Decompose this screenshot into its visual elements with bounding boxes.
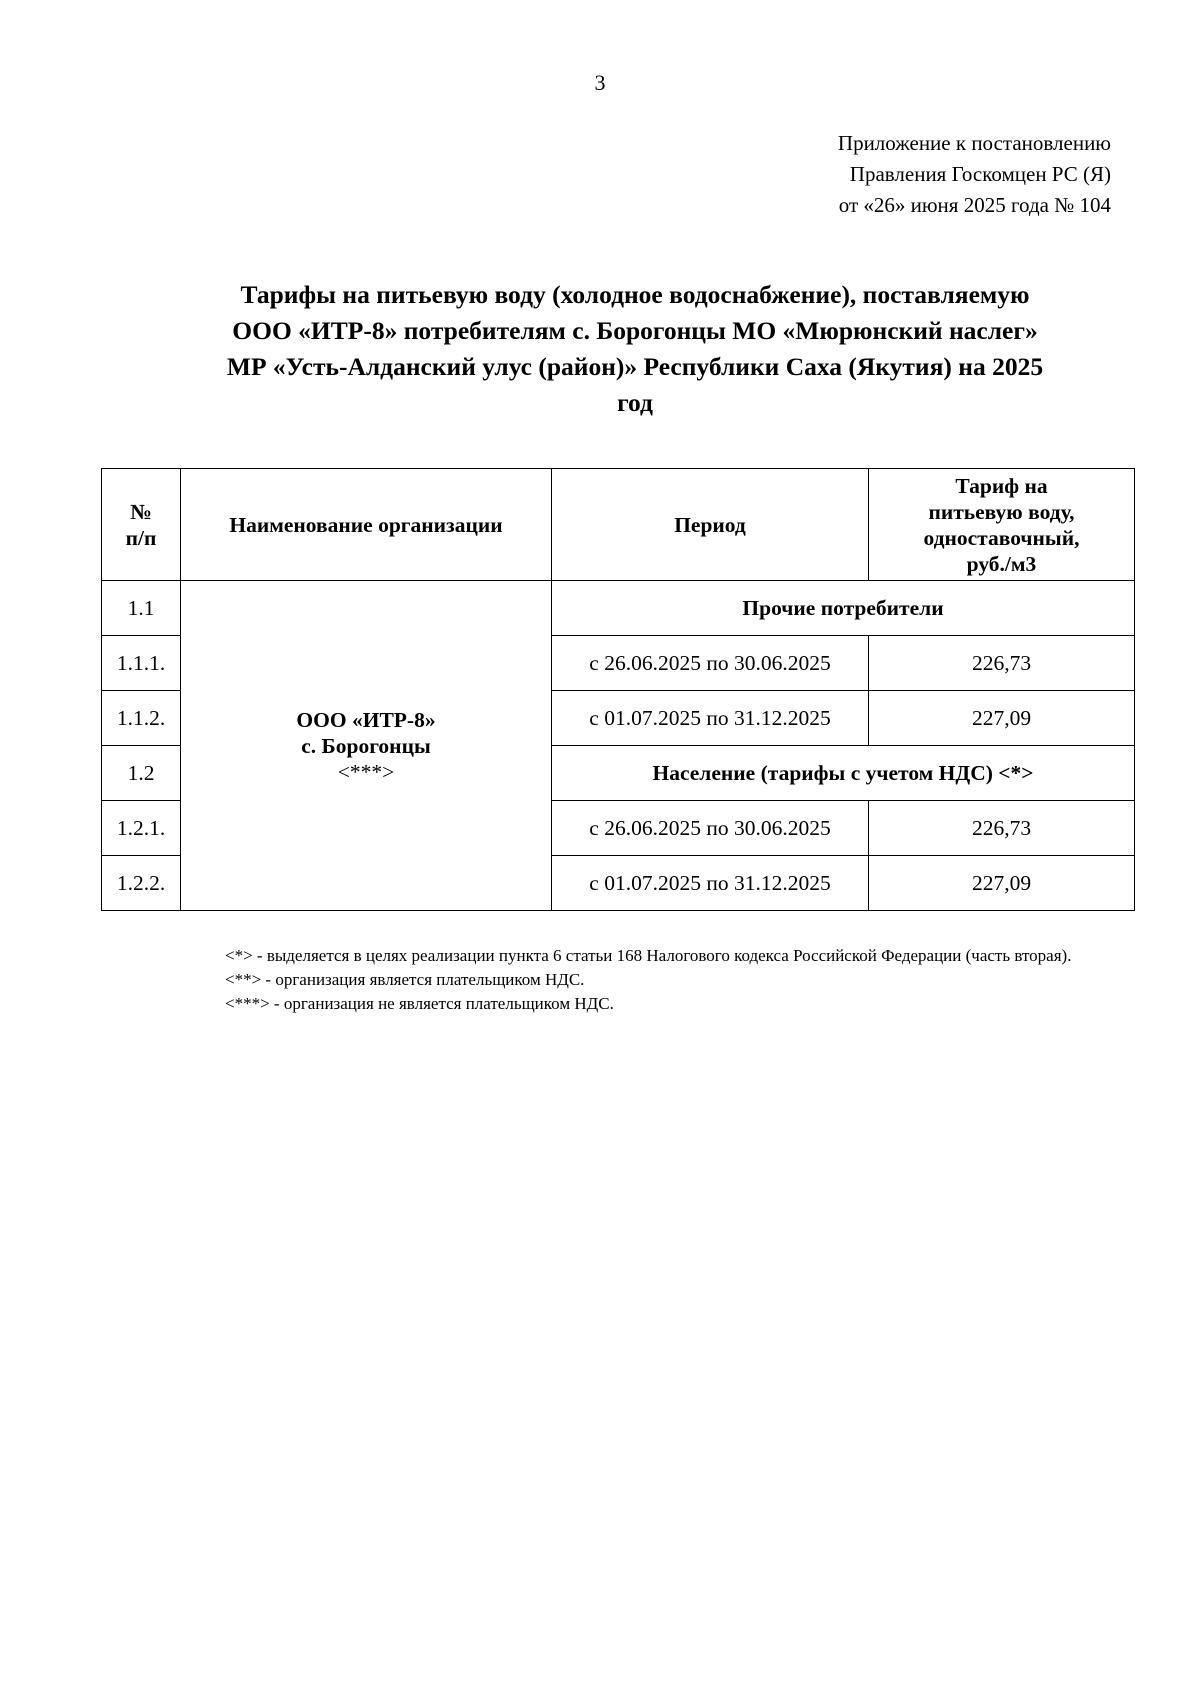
organization-mark: <***> [337, 759, 395, 784]
row-period: с 26.06.2025 по 30.06.2025 [552, 801, 869, 856]
row-tariff: 226,73 [869, 801, 1135, 856]
table-header-row [102, 469, 1135, 581]
header-text: питьевую воду, [928, 499, 1075, 524]
tariff-table [101, 468, 1135, 911]
header-period: Период [552, 469, 869, 581]
title-line: ООО «ИТР-8» потребителям с. Борогонцы МО «Мюрюнский наслег» [232, 316, 1038, 345]
row-number: 1.2 [102, 746, 181, 801]
footnote: <*> - выделяется в целях реализации пункта 6 статьи 168 Налогового кодекса Российской Федерации (часть вторая). [225, 946, 1072, 965]
header-text: № [130, 499, 152, 524]
row-tariff: 227,09 [869, 856, 1135, 911]
footnote: <***> - организация не является плательщиком НДС. [225, 994, 614, 1013]
footnotes [171, 944, 1121, 1016]
row-period: с 26.06.2025 по 30.06.2025 [552, 636, 869, 691]
row-tariff: 227,09 [869, 691, 1135, 746]
row-number: 1.1.2. [102, 691, 181, 746]
organization-cell [181, 581, 552, 911]
page-number: 3 [594, 70, 606, 95]
appendix-line: Приложение к постановлению [837, 131, 1111, 155]
document-title [170, 277, 1100, 421]
row-number: 1.1 [102, 581, 181, 636]
row-tariff: 226,73 [869, 636, 1135, 691]
header-number [102, 469, 181, 581]
appendix-line: Правления Госкомцен РС (Я) [849, 162, 1111, 186]
title-line: Тарифы на питьевую воду (холодное водоснабжение), поставляемую [240, 280, 1030, 309]
header-text: одноставочный, [923, 525, 1080, 550]
row-number: 1.2.2. [102, 856, 181, 911]
row-number: 1.1.1. [102, 636, 181, 691]
organization-name: ООО «ИТР-8» [296, 707, 436, 732]
appendix-line: от «26» июня 2025 года № 104 [838, 193, 1111, 217]
title-line: год [617, 388, 653, 417]
header-text: п/п [125, 525, 157, 550]
appendix-reference [838, 128, 1111, 221]
row-number: 1.2.1. [102, 801, 181, 856]
header-text: Тариф на [955, 473, 1048, 498]
title-line: МР «Усть-Алданский улус (район)» Республики Саха (Якутия) на 2025 [226, 352, 1044, 381]
table-row [102, 581, 1135, 636]
group-label: Прочие потребители [552, 581, 1135, 636]
row-period: с 01.07.2025 по 31.12.2025 [552, 691, 869, 746]
header-text: руб./м3 [966, 551, 1037, 576]
row-period: с 01.07.2025 по 31.12.2025 [552, 856, 869, 911]
header-tariff [869, 469, 1135, 581]
group-label: Население (тарифы с учетом НДС) <*> [552, 746, 1135, 801]
organization-locality: с. Борогонцы [301, 733, 431, 758]
header-organization: Наименование организации [181, 469, 552, 581]
footnote: <**> - организация является плательщиком НДС. [225, 970, 585, 989]
